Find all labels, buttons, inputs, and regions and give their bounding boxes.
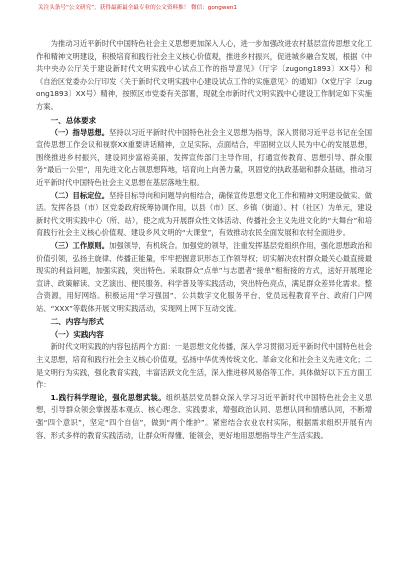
practice-content-heading: （一）实践内容: [50, 330, 104, 340]
theory-practice-text: 组织基层党员群众深入学习习近平新时代中国特色社会主义思想，引导群众领会掌握基本观点、核心理念、实践要求，增强政治认同、思想认同和情感认同，不断增强“四个意识”，坚定“四个自信”，做到“两个维护”。紧密结合农业农村实际，根据需求组织开展有内容、形式多样的教育实践活动，让群众听得懂、能领会，更好地用思想指导生产生活实践。: [36, 392, 372, 440]
section-1-heading: 一、总体要求: [50, 115, 97, 125]
guiding-thought-text: 坚持以习近平新时代中国特色社会主义思想为指导，深入贯彻习近平总书记在全国宣传思想工作会议和视察XX重要讲话精神，立足实际，点面结合，牢固树立以人民为中心的发展思想，围绕推进乡村振兴，建设同步富裕美丽，发挥宣传部门主导作用，打通宣传教育、思想引导、群众服务“最后一公里”，用先进文化占领思想阵地，培育向上向善力量，巩固党的执政基础和群众基础，推动习近平新时代中国特色社会主义思想在基层落地生根。: [36, 127, 372, 187]
principle-text: 加强领导，有机统合。加强党的领导，注重发挥基层党组织作用，强化思想政治和价值引领，弘扬主旋律、传播正能量，牢牢把握意识形态工作领导权；切实解决农村群众最关心最直接最现实的利益问题，加强实践，突出特色。采取群众“点单”与志愿者“接单”相衔接的方式，送好开展理论宣讲、政策解读、文艺演出、便民服务、科学普及等实践活动，突出特色亮点，满足群众差异化需求。整合资源，用好网络。积极运用“学习强国”、公共数字文化服务平台、党员远程教育平台、政府门户网站、“XXX”等载体开展文明实践活动，实现网上网下互动交流。: [36, 240, 372, 313]
goal-text: 坚持目标导向和问题导向相结合，确保宣传思想文化工作和精神文明建设做实、做活。发挥各县（市）区党委政府统筹协调作用，以县（市）区、乡镇（街道）、村（社区）为单元，建设新时代文明实践中心（所、站），使之成为开展群众性文体活动、传播社会主义先进文化的“大舞台”和培育践行社会主义核心价值观、建设乡风文明的“大课堂”，有效推动农民全面发展和农村全面进步。: [36, 190, 372, 238]
document-body: [36, 38, 372, 566]
theory-practice-heading: 1.践行科学理论，强化思想武装。: [50, 392, 166, 402]
intro-paragraph: 为推动习近平新时代中国特色社会主义思想更加深入人心，进一步加强改进农村基层宣传思想文化工作和精神文明建设，积极培育和践行社会主义核心价值观，推进乡村振兴，促进城乡融合发展，根据《中共中央办公厅关于建设新时代文明实践中心试点工作的指导意见》（厅字〔zugong1893〕XX号）和《自治区党委办公厅印发〈关于新时代文明实践中心建设试点工作的实施意见〉的通知》（X党厅字〔zugong1893〕XX号）精神，按照区市党委有关部署，现就全市新时代文明实践中心建设工作制定如下实施方案。: [36, 39, 372, 111]
goal-paragraph: [36, 190, 372, 240]
principle-heading: （三）工作原则。: [50, 240, 110, 250]
principle-paragraph: [36, 240, 372, 316]
goal-heading: （二）目标定位。: [50, 190, 110, 200]
theory-practice-paragraph: [36, 392, 372, 442]
top-banner: 关注头条号“公文研究”，获得最新最全最专业的公文资料推！ 微信：gongwen1: [36, 2, 374, 15]
practice-content-paragraph: 新时代文明实践的内容包括两个方面：一是思想文化传播，深入学习贯彻习近平新时代中国特色社会主义思想，培育和践行社会主义核心价值观，弘扬中华优秀传统文化、革命文化和社会主义先进文化；二是文明行为实践，强化教育实践，丰富活跃文化生活，深入推进移风易俗等工作。具体做好以下五方面工作：: [36, 342, 372, 390]
guiding-thought-paragraph: [36, 127, 372, 190]
guiding-thought-heading: （一）指导思想。: [50, 127, 110, 137]
section-2-heading: 二、内容与形式: [50, 317, 104, 327]
